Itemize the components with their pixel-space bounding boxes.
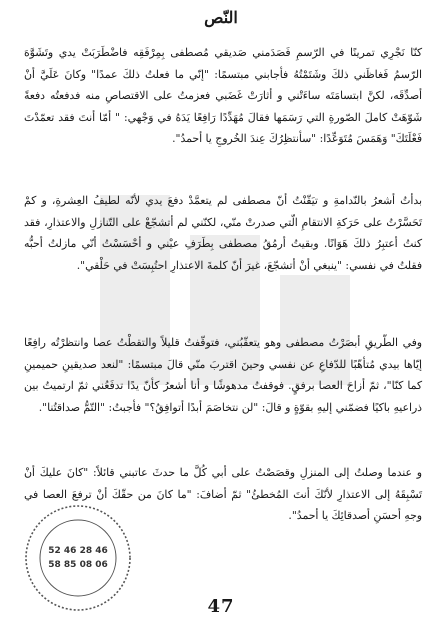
stamp-phone-2: 58 85 08 06 — [48, 560, 108, 570]
page-number: 47 — [207, 596, 235, 617]
paragraph-2: بدأتُ أشعرُ بالنّدامةِ و تيَقّنْتُ أنّ مصطفى لم يتعمَّدْ دفعَ يدي لأنّه لطيفُ العِشرةِ، و كمْ تَحَسَّرْتُ على حَرَكةِ الانتقامِ الّتي صدرتْ منّي، لكنّني لم أتشجّعْ على التّنازلِ والاعتذارِ، فقد كنتُ أعتبِرُ ذلكَ هَوَانًا. وبقيتُ أرمُقُ مصطفى بِطَرَفِ عيْني و أحْسَسْتُ أنّي مازلتُ أحبُّه فقلتُ في نفسي: "ينبغي أنْ أتشجّعَ، غيرَ أنّ كلمةَ الاعتذارِ احتُبِسَتْ في حَلْقي". — [24, 194, 422, 272]
paragraph-4: و عندما وصلتُ إلى المنزلِ وقصَصْتُ على أبي كُلَّ ما حدثَ عاتبني قائلاً: "كانَ عليكَ أنْ تَسْبِقَهُ إلى الاعتذارِ لأنّكَ أنتَ المُخطئُ" ثمّ أضافَ: "ما كانَ من حقّكَ أنْ ترفعَ العصا في وجهِ أحسَنِ أصدقائِكَ يا أحمدُ". — [24, 466, 422, 522]
page-title: النّص — [204, 8, 238, 27]
paragraph-3: وفي الطّريقِ أبصَرْتُ مصطفى وهو يتعقّبُني، فتوقّفتُ قليلاً والتقطْتُ عصا وانتظرْتُه رافِعًا إيّاها بيدي مُتأهّبًا للدّفاعِ عن نفسي وحينَ اقتربَ منّي قالَ مبتسمًا: "لنعد صديقينِ حميمينِ كما كنّا"، ثمّ أزاحَ العصا برفقٍ. فوقفتُ مدهوشًا و أنا أشعرُ كأنّ يدًا تدفَعُني ثمّ ارتميتُ بين ذراعيهِ باكيًا فضمّني إليهِ بقوّةٍ و قالَ: "لن نتخاصَمَ أبدًا أتوافِقُ؟" فأجبتُ: "التّمُّ صداقتُنا". — [24, 336, 422, 414]
stamp-phone-1: 52 46 28 46 — [48, 546, 108, 556]
paragraph-1: كنّا نَجْرِي تمرينًا في الرّسمِ فَصَدَمني صَديقي مُصطفى بِمِرْفَقِه فاضْطَرَبَتْ يدي وتَشَوَّهَ الرّسمُ فَغاظَني ذلكَ وشَتَمْتُهُ فأجابني مبتسمًا: "إنّي ما فعلتُ ذلكَ عمدًا" وكانَ عَلَيَّ أنْ أصدِّقَه، لكنَّ ابتسامَتَه ساءَتْني و أثارَتْ غَضَبي فعزمتُ على الاقتصاصِ منه فدفعتُه دفعةً شَوّهَتْ كاملَ الصّورةِ التي رَسَمَها فقالَ مُهَدِّدًا رَافِعًا يَدَهُ في وَجْهي: " أمّا أنتَ فقد تعمّدْتَ فَعْلَتَكَ" وَهَمَسَ مُتَوَعِّدًا: "سأنتظِرُكَ عِندَ الخُروجِ يا أحمدُ". — [24, 46, 422, 145]
